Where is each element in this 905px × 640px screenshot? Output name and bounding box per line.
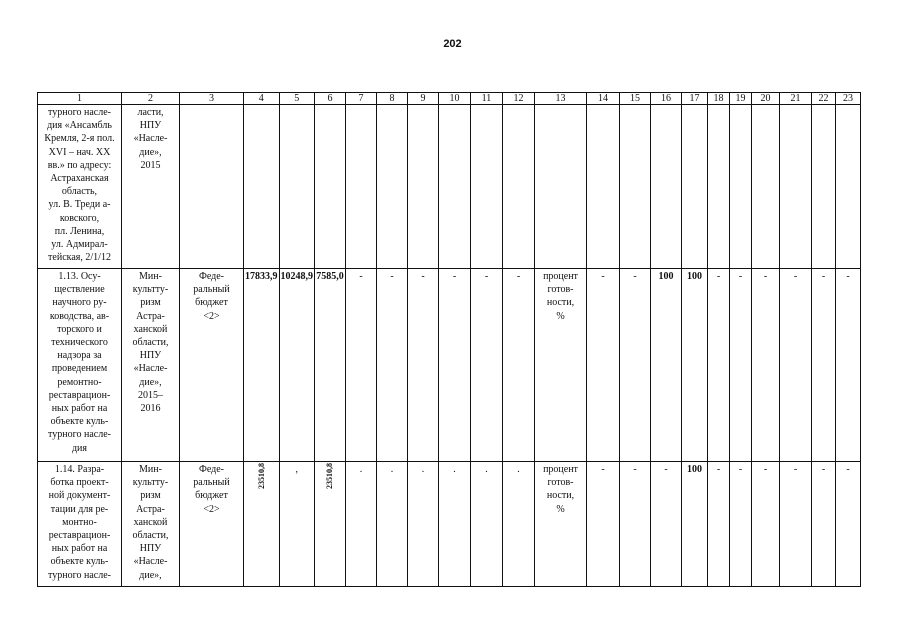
amount-total-cell: 17833,9 — [244, 269, 280, 462]
header-cell: 22 — [812, 93, 836, 105]
table-cell — [682, 105, 708, 269]
table-cell — [279, 105, 315, 269]
text-line: <2> — [203, 503, 220, 515]
header-cell: 4 — [244, 93, 280, 105]
table-cell — [752, 105, 780, 269]
text-line: дия — [71, 442, 88, 454]
header-cell: 13 — [535, 93, 587, 105]
table-cell — [471, 105, 503, 269]
header-row — [38, 93, 861, 105]
dash-cell: - — [812, 462, 836, 587]
header-cell: 21 — [780, 93, 812, 105]
text-line: тации для ре- — [50, 503, 109, 515]
text-line: НПУ — [139, 120, 162, 132]
text-line: дие», — [139, 146, 162, 158]
table-cell — [620, 105, 651, 269]
text-line: ремонтно- — [57, 376, 102, 388]
text-line: ласти, — [137, 107, 164, 118]
text-line: ризм — [140, 490, 161, 502]
text-line: технического — [51, 337, 108, 349]
text-line: ханской — [133, 516, 168, 528]
text-line: бюджет — [195, 490, 228, 502]
text-line: реставрацион- — [48, 530, 111, 542]
text-line: «Насле- — [133, 133, 168, 145]
value-cell: 100 — [682, 269, 708, 462]
text-line: ществление — [54, 284, 105, 296]
text-line: культту- — [132, 477, 169, 489]
text-line: ботка проект- — [50, 477, 109, 489]
dash-cell: - — [651, 462, 682, 587]
text-line: пл. Ленина, — [54, 225, 105, 237]
header-cell: 9 — [408, 93, 439, 105]
text-line: % — [556, 503, 565, 515]
table-cell — [780, 105, 812, 269]
text-line: дия «Ансамбль — [47, 120, 112, 132]
dash-cell: - — [836, 269, 861, 462]
text-line: ул. В. Треди а- — [48, 199, 111, 211]
dash-cell: - — [587, 269, 620, 462]
text-line: ных работ на — [51, 543, 108, 555]
dash-cell: - — [620, 269, 651, 462]
dash-cell: - — [708, 269, 730, 462]
dash-cell: - — [836, 462, 861, 587]
header-cell: 16 — [651, 93, 682, 105]
executor-cell — [122, 269, 180, 462]
header-cell: 18 — [708, 93, 730, 105]
text-line: ности, — [546, 490, 575, 502]
amount-vertical-text: 23510,8 — [325, 463, 335, 489]
header-cell: 2 — [122, 93, 180, 105]
header-cell: 10 — [439, 93, 471, 105]
text-line: объекте куль- — [50, 416, 109, 428]
text-line: Мин- — [139, 464, 162, 475]
text-line: надзора за — [57, 350, 102, 362]
mark-cell: . — [408, 462, 439, 587]
table-cell — [730, 105, 752, 269]
mark-cell: . — [471, 462, 503, 587]
text-line: Астра- — [136, 310, 165, 322]
text-line: Астра- — [136, 503, 165, 515]
table-row-continuation — [38, 105, 861, 269]
text-line: готов- — [547, 284, 574, 296]
text-line: области, — [132, 530, 169, 542]
table-cell — [244, 105, 280, 269]
text-line: торского и — [57, 323, 102, 335]
text-line: 1.14. Разра- — [54, 464, 105, 475]
dash-cell: - — [812, 269, 836, 462]
dash-cell: - — [708, 462, 730, 587]
text-line: реставрацион- — [48, 389, 111, 401]
text-line: % — [556, 310, 565, 322]
text-line: ных работ на — [51, 403, 108, 415]
dash-cell: - — [752, 462, 780, 587]
mark-cell: , — [279, 462, 315, 587]
header-cell: 15 — [620, 93, 651, 105]
text-line: области, — [132, 337, 169, 349]
header-cell: 5 — [279, 93, 315, 105]
text-line: турного насле- — [48, 429, 111, 441]
dash-cell: - — [346, 269, 377, 462]
object-name-cell — [38, 105, 122, 269]
text-line: Феде- — [198, 464, 225, 475]
text-line: «Насле- — [133, 556, 168, 568]
table-row-1-13 — [38, 269, 861, 462]
header-cell: 8 — [377, 93, 408, 105]
indicator-cell — [535, 462, 587, 587]
table-cell — [587, 105, 620, 269]
table-cell — [315, 105, 346, 269]
header-cell: 3 — [180, 93, 244, 105]
text-line: ризм — [140, 297, 161, 309]
text-line: 2015– — [138, 389, 163, 401]
text-line: ральный — [193, 477, 230, 489]
dash-cell: - — [730, 269, 752, 462]
text-line: НПУ — [139, 543, 162, 555]
dash-cell: - — [377, 269, 408, 462]
text-line: турного насле- — [48, 569, 111, 581]
value-cell: 100 — [682, 462, 708, 587]
text-line: процент — [543, 271, 578, 282]
dash-cell: - — [503, 269, 535, 462]
header-cell: 1 — [38, 93, 122, 105]
dash-cell: - — [408, 269, 439, 462]
table-cell — [836, 105, 861, 269]
text-line: ханской — [133, 323, 168, 335]
text-line: Мин- — [139, 271, 162, 282]
text-line: процент — [543, 464, 578, 475]
header-cell: 6 — [315, 93, 346, 105]
header-cell: 12 — [503, 93, 535, 105]
text-line: «Насле- — [133, 363, 168, 375]
text-line: область, — [61, 186, 98, 198]
dash-cell: - — [471, 269, 503, 462]
amount-cell: 10248,9 — [279, 269, 315, 462]
text-line: проведением — [51, 363, 108, 375]
header-cell: 19 — [730, 93, 752, 105]
object-name-cell — [38, 269, 122, 462]
text-line: тейская, 2/1/12 — [48, 252, 111, 264]
executor-cell — [122, 105, 180, 269]
executor-cell — [122, 462, 180, 587]
program-table — [37, 92, 861, 587]
text-line: 2016 — [140, 403, 161, 415]
text-line: бюджет — [195, 297, 228, 309]
indicator-cell — [535, 269, 587, 462]
dash-cell: - — [780, 269, 812, 462]
table-cell — [180, 105, 244, 269]
text-line: дие», — [139, 569, 162, 581]
value-cell: 100 — [651, 269, 682, 462]
amount-cell: 7585,0 — [315, 269, 346, 462]
text-line: готов- — [547, 477, 574, 489]
text-line: научного ру- — [52, 297, 107, 309]
header-cell: 23 — [836, 93, 861, 105]
text-line: XVI – нач. XX — [48, 146, 111, 158]
table-cell — [377, 105, 408, 269]
page-number: 202 — [443, 38, 462, 50]
table-cell — [346, 105, 377, 269]
table-row-1-14 — [38, 462, 861, 587]
text-line: ул. Адмирал- — [51, 239, 108, 251]
header-cell: 17 — [682, 93, 708, 105]
dash-cell: - — [439, 269, 471, 462]
mark-cell: . — [439, 462, 471, 587]
table-cell — [651, 105, 682, 269]
table-cell — [503, 105, 535, 269]
text-line: культту- — [132, 284, 169, 296]
text-line: вв.» по адресу: — [47, 159, 112, 171]
text-line: Феде- — [198, 271, 225, 282]
header-cell: 11 — [471, 93, 503, 105]
amount-total-cell — [244, 462, 280, 587]
text-line: дие», — [139, 376, 162, 388]
text-line: ности, — [546, 297, 575, 309]
text-line: 2015 — [140, 159, 161, 171]
table-cell — [408, 105, 439, 269]
text-line: ководства, ав- — [49, 310, 110, 322]
table-cell — [708, 105, 730, 269]
dash-cell: - — [780, 462, 812, 587]
mark-cell: . — [346, 462, 377, 587]
table-cell — [439, 105, 471, 269]
text-line: ральный — [193, 284, 230, 296]
funding-source-cell — [180, 269, 244, 462]
text-line: Кремля, 2-я пол. — [44, 133, 115, 145]
text-line: НПУ — [139, 350, 162, 362]
text-line: монтно- — [62, 516, 97, 528]
text-line: ковского, — [59, 212, 100, 224]
amount-vertical-text: 23510,8 — [256, 463, 266, 489]
header-cell: 14 — [587, 93, 620, 105]
text-line: <2> — [203, 310, 220, 322]
dash-cell: - — [752, 269, 780, 462]
mark-cell: . — [377, 462, 408, 587]
object-name-cell — [38, 462, 122, 587]
text-line: ной документ- — [48, 490, 111, 502]
text-line: турного насле- — [48, 107, 111, 118]
table-cell — [812, 105, 836, 269]
text-line: объекте куль- — [50, 556, 109, 568]
text-line: 1.13. Осу- — [58, 271, 101, 282]
table-cell — [535, 105, 587, 269]
amount-cell — [315, 462, 346, 587]
text-line: Астраханская — [50, 173, 109, 185]
header-cell: 20 — [752, 93, 780, 105]
header-cell: 7 — [346, 93, 377, 105]
mark-cell: . — [503, 462, 535, 587]
dash-cell: - — [730, 462, 752, 587]
dash-cell: - — [620, 462, 651, 587]
funding-source-cell — [180, 462, 244, 587]
dash-cell: - — [587, 462, 620, 587]
